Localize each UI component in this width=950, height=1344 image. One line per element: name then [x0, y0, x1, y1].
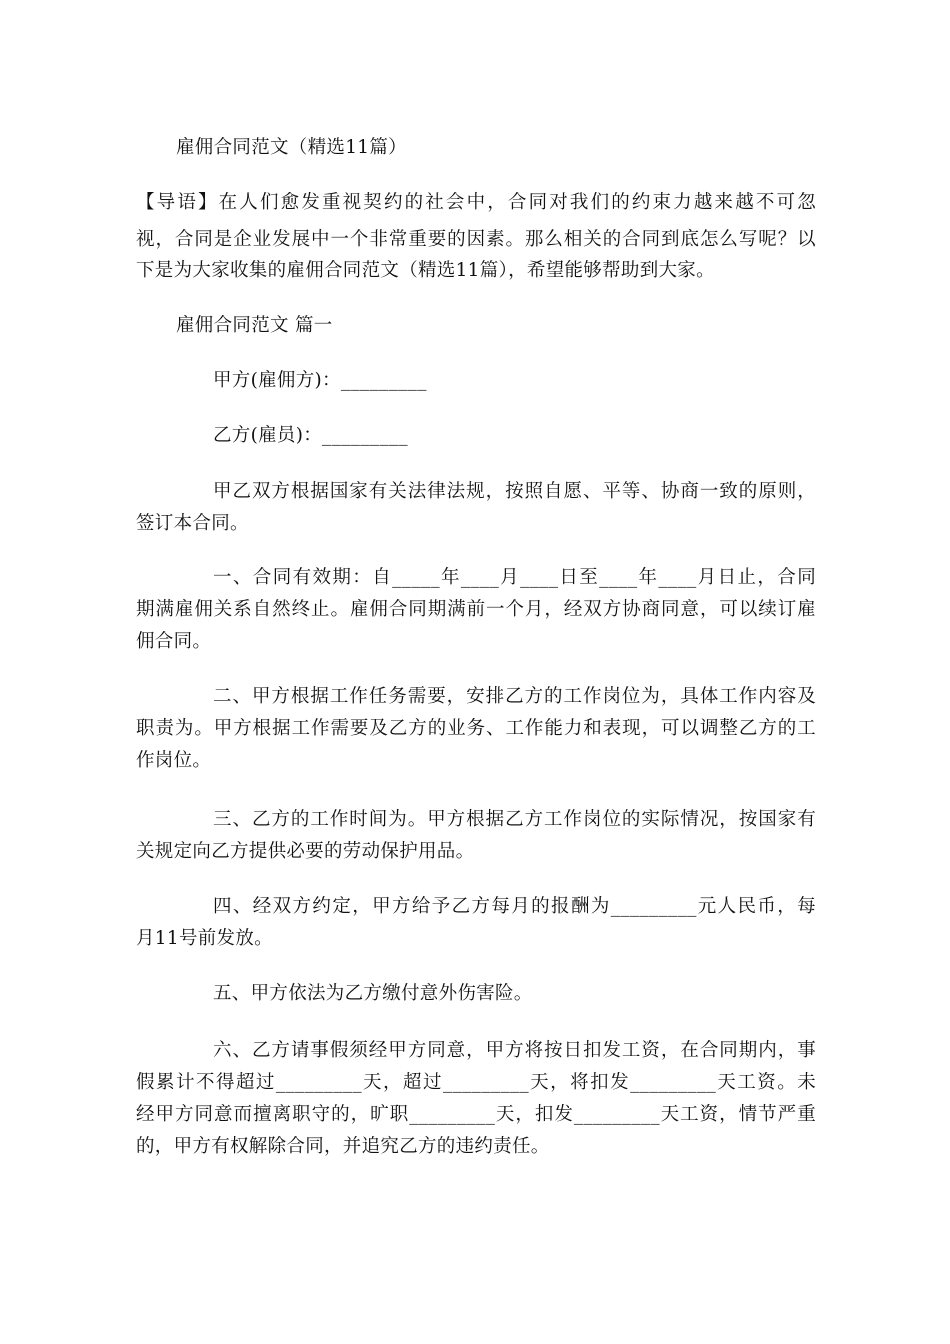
- clause-3-line: 三、乙方的工作时间为。甲方根据乙方工作岗位的实际情况，按国家有: [213, 809, 816, 830]
- preamble-line: 签订本合同。: [136, 513, 249, 534]
- clause-6-line: 经甲方同意而擅离职守的，旷职_________天，扣发_________天工资，情节严重: [136, 1104, 816, 1125]
- intro-line: 视，合同是企业发展中一个非常重要的因素。那么相关的合同到底怎么写呢？以: [136, 229, 816, 250]
- clause-4-line: 四、经双方约定，甲方给予乙方每月的报酬为_________元人民币，每: [213, 896, 816, 917]
- clause-2-line: 职责为。甲方根据工作需要及乙方的业务、工作能力和表现，可以调整乙方的工: [136, 718, 816, 739]
- preamble-line: 甲乙双方根据国家有关法律法规，按照自愿、平等、协商一致的原则，: [213, 481, 816, 502]
- intro-line: 下是为大家收集的雇佣合同范文（精选11篇），希望能够帮助到大家。: [136, 260, 715, 281]
- clause-1-line: 佣合同。: [136, 631, 212, 652]
- clause-4-line: 月11号前发放。: [136, 928, 273, 949]
- clause-6-line: 的，甲方有权解除合同，并追究乙方的违约责任。: [136, 1136, 550, 1157]
- clause-5-line: 五、甲方依法为乙方缴付意外伤害险。: [213, 983, 533, 1004]
- document-title: 雇佣合同范文（精选11篇）: [176, 137, 407, 158]
- clause-1-line: 一、合同有效期：自_____年____月____日至____年____月日止，合同: [213, 567, 816, 588]
- party-a-line: 甲方(雇佣方)：_________: [213, 370, 427, 391]
- section-heading: 雇佣合同范文 篇一: [176, 315, 333, 336]
- clause-1-line: 期满雇佣关系自然终止。雇佣合同期满前一个月，经双方协商同意，可以续订雇: [136, 599, 816, 620]
- intro-line: 【导语】在人们愈发重视契约的社会中，合同对我们的约束力越来越不可忽: [136, 192, 816, 213]
- clause-6-line: 假累计不得超过_________天，超过_________天，将扣发_________天工资。未: [136, 1072, 816, 1093]
- clause-2-line: 作岗位。: [136, 750, 212, 771]
- clause-6-line: 六、乙方请事假须经甲方同意，甲方将按日扣发工资，在合同期内，事: [213, 1040, 816, 1061]
- party-b-line: 乙方(雇员)：_________: [213, 425, 408, 446]
- clause-2-line: 二、甲方根据工作任务需要，安排乙方的工作岗位为，具体工作内容及: [213, 686, 816, 707]
- clause-3-line: 关规定向乙方提供必要的劳动保护用品。: [136, 841, 475, 862]
